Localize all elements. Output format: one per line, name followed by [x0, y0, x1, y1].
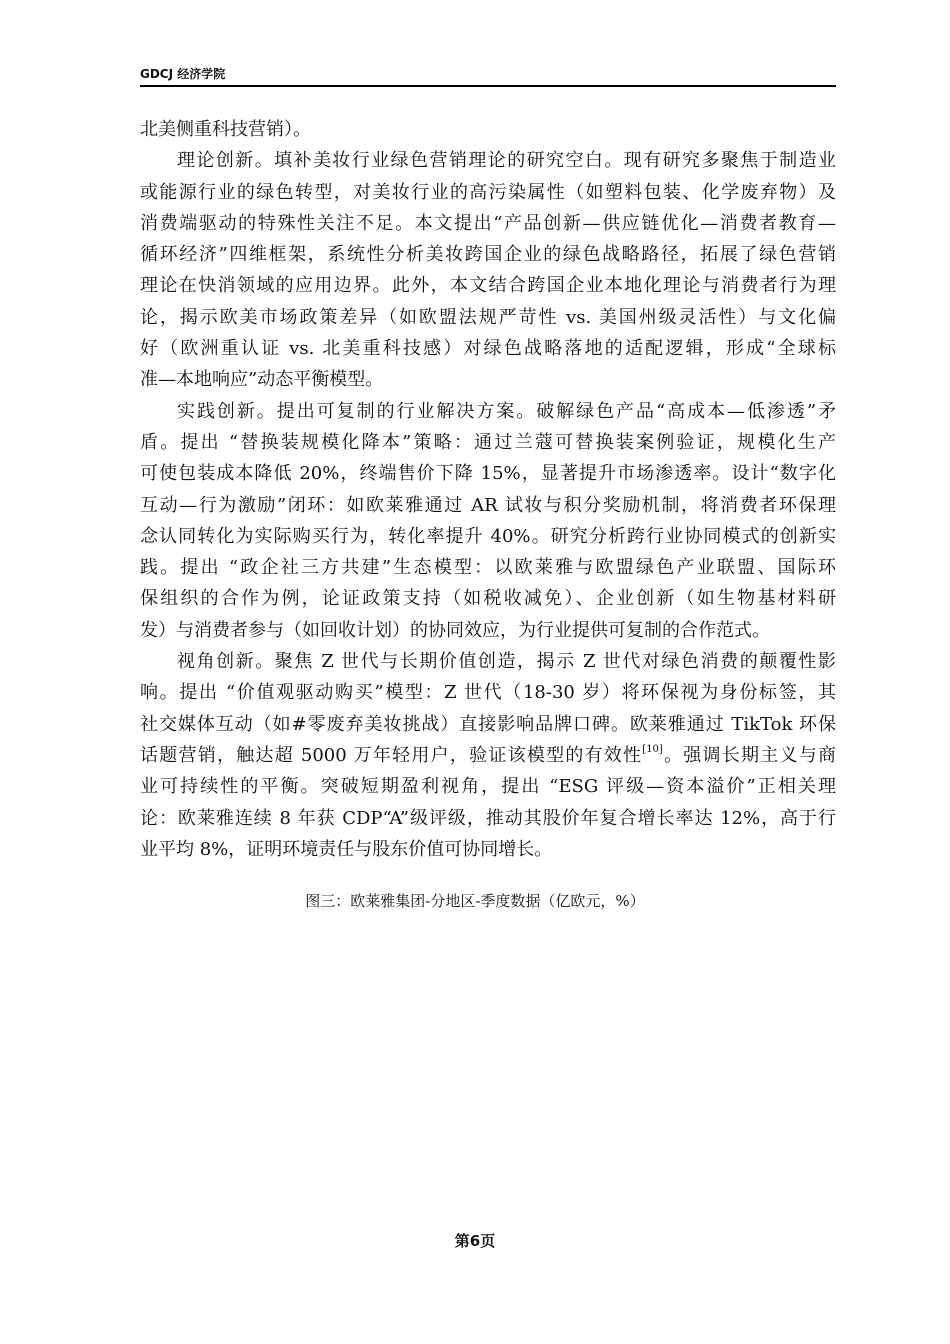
page-number: 第6页 — [454, 1232, 496, 1250]
text-line: 论，揭示欧美市场政策差异（如欧盟法规严苛性 vs. 美国州级灵活性）与文化偏 — [140, 306, 836, 328]
text-segment: 话题营销，触达超 5000 万年轻用户，验证该模型的有效性 — [140, 744, 643, 766]
text-segment: 。强调长期主义与商 — [662, 744, 836, 766]
text-line: 响。提出 “价值观驱动购买”模型：Z 世代（18-30 岁）将环保视为身份标签，其 — [140, 682, 836, 704]
text-line: 社交媒体互动（如#零废弃美妆挑战）直接影响品牌口碑。欧莱雅通过 TikTok 环保 — [140, 713, 836, 735]
text-line: 实践创新。提出可复制的行业解决方案。破解绿色产品“高成本—低渗透”矛 — [177, 400, 836, 422]
text-line: 理论创新。填补美妆行业绿色营销理论的研究空白。现有研究多聚焦于制造业 — [177, 150, 836, 172]
text-line: 发）与消费者参与（如回收计划）的协同效应，为行业提供可复制的合作范式。 — [140, 619, 770, 641]
citation-ref[interactable]: [10] — [642, 743, 663, 755]
text-line: 业平均 8%，证明环境责任与股东价值可协同增长。 — [140, 838, 553, 860]
document-body — [140, 114, 836, 865]
text-line: 消费端驱动的特殊性关注不足。本文提出“产品创新—供应链优化—消费者教育— — [140, 212, 836, 234]
text-line: 论：欧莱雅连续 8 年获 CDP“A”级评级，推动其股价年复合增长率达 12%，高于行 — [140, 807, 836, 829]
text-line: 保组织的合作为例，论证政策支持（如税收减免）、企业创新（如生物基材料研 — [140, 588, 836, 610]
figure-caption: 图三：欧莱雅集团-分地区-季度数据（亿欧元，%） — [305, 892, 645, 910]
text-line: 循环经济”四维框架，系统性分析美妆跨国企业的绿色战略路径，拓展了绿色营销 — [140, 244, 836, 266]
text-line: 践。提出 “政企社三方共建”生态模型：以欧莱雅与欧盟绿色产业联盟、国际环 — [140, 557, 836, 579]
text-line: 好（欧洲重认证 vs. 北美重科技感）对绿色战略落地的适配逻辑，形成“全球标 — [140, 338, 836, 360]
text-line: 理论在快消领域的应用边界。此外，本文结合跨国企业本地化理论与消费者行为理 — [140, 275, 836, 297]
text-line: 或能源行业的绿色转型，对美妆行业的高污染属性（如塑料包装、化学废弃物）及 — [140, 181, 836, 203]
text-line: 盾。提出 “替换装规模化降本”策略：通过兰蔻可替换装案例验证，规模化生产 — [140, 431, 836, 453]
header-rule — [140, 85, 836, 87]
text-line — [140, 740, 836, 771]
text-line: 念认同转化为实际购买行为，转化率提升 40%。研究分析跨行业协同模式的创新实 — [140, 525, 836, 547]
text-line: 互动—行为激励”闭环：如欧莱雅通过 AR 试妆与积分奖励机制，将消费者环保理 — [140, 494, 836, 516]
running-header: GDCJ 经济学院 — [140, 67, 226, 81]
text-line: 准—本地响应”动态平衡模型。 — [140, 369, 384, 391]
text-line: 业可持续性的平衡。突破短期盈利视角，提出 “ESG 评级—资本溢价”正相关理 — [140, 776, 836, 798]
text-line: 视角创新。聚焦 Z 世代与长期价值创造，揭示 Z 世代对绿色消费的颠覆性影 — [177, 651, 836, 673]
text-line: 北美侧重科技营销）。 — [140, 119, 311, 140]
text-line: 可使包装成本降低 20%，终端售价下降 15%，显著提升市场渗透率。设计“数字化 — [140, 463, 836, 485]
